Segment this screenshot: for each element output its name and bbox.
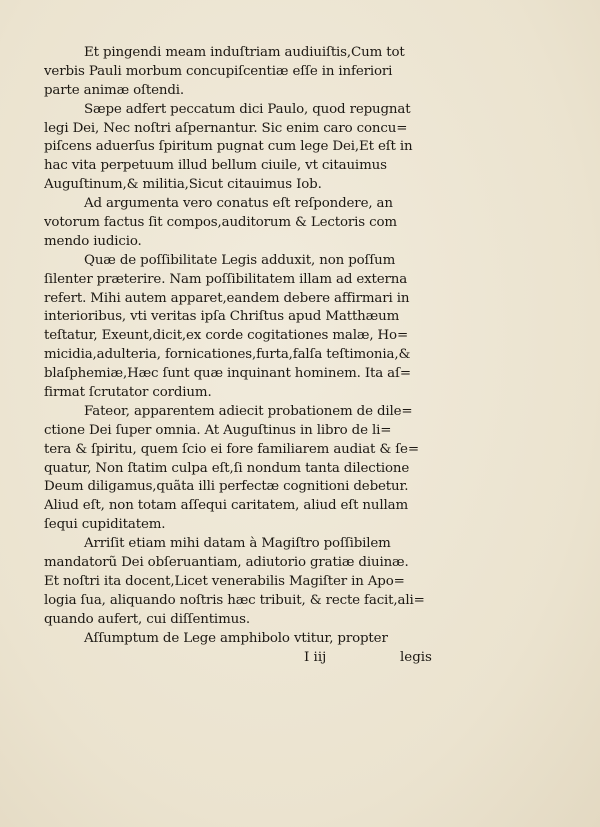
text-line: Fateor, apparentem adiecit probationem de dile= <box>84 403 413 419</box>
text-line: tera & ſpiritu, quem ſcio ei fore familiarem audiat & ſe= <box>44 441 419 457</box>
page-text-block <box>44 44 464 649</box>
text-line: ſequi cupiditatem. <box>44 517 166 533</box>
text-line: micidia,adulteria, fornicationes,furta,falſa teſtimonia,& <box>44 347 411 363</box>
text-line: Ad argumenta vero conatus eſt reſpondere, an <box>84 196 393 212</box>
text-line: Sæpe adfert peccatum dici Paulo, quod repugnat <box>84 101 411 117</box>
text-line: Aliud eſt, non totam aſſequi caritatem, aliud eſt nullam <box>44 498 409 514</box>
text-line: Et noſtri ita docent,Licet venerabilis Magiſter in Apo= <box>44 573 405 589</box>
page-footer <box>44 650 464 670</box>
text-line: refert. Mihi autem apparet,eandem debere affirmari in <box>44 290 410 306</box>
text-line: teſtatur, Exeunt,dicit,ex corde cogitationes malæ, Ho= <box>44 328 409 344</box>
text-line: firmat ſcrutator cordium. <box>44 385 212 401</box>
text-line: quando aufert, cui diſſentimus. <box>44 611 250 627</box>
text-line: Deum diligamus,quãta illi perfectæ cognitioni debetur. <box>44 479 409 495</box>
text-line: mandatorũ Dei obſeruantiam, adiutorio gratiæ diuinæ. <box>44 555 409 571</box>
text-line: ctione Dei ſuper omnia. At Auguſtinus in libro de li= <box>44 422 392 438</box>
text-line: ſilenter præterire. Nam poſſibilitatem illam ad externa <box>44 271 408 287</box>
text-line: Aſſumptum de Lege amphibolo vtitur, propter <box>84 630 388 646</box>
text-line: piſcens aduerſus ſpiritum pugnat cum lege Dei,Et eſt in <box>44 139 413 155</box>
text-line: legi Dei, Nec noſtri aſpernantur. Sic enim caro concu= <box>44 120 408 136</box>
text-line: logia ſua, aliquando noſtris hæc tribuit, & recte facit,ali= <box>44 592 425 608</box>
text-line: Quæ de poſſibilitate Legis adduxit, non poſſum <box>84 252 396 268</box>
text-line: hac vita perpetuum illud bellum ciuile, vt citauimus <box>44 158 387 174</box>
text-line: blaſphemiæ,Hæc ſunt quæ inquinant hominem. Ita aſ= <box>44 366 411 382</box>
text-line: interioribus, vti veritas ipſa Chriſtus apud Matthæum <box>44 309 400 325</box>
catchword: legis <box>400 650 432 665</box>
text-line: votorum factus ſit compos,auditorum & Lectoris com <box>44 215 397 231</box>
text-line: Auguſtinum,& militia,Sicut citauimus Iob. <box>44 177 322 193</box>
text-line: verbis Pauli morbum concupiſcentiæ eſſe in inferiori <box>44 63 393 79</box>
text-line: quatur, Non ſtatim culpa eſt,ſi nondum tanta dilectione <box>44 460 410 476</box>
signature-mark: I iij <box>304 650 327 665</box>
text-line: parte animæ oſtendi. <box>44 82 185 98</box>
text-line: Arriſit etiam mihi datam à Magiſtro poſſibilem <box>84 536 391 552</box>
text-line: mendo iudicio. <box>44 233 142 249</box>
text-line: Et pingendi meam induſtriam audiuiſtis,Cum tot <box>84 45 405 60</box>
